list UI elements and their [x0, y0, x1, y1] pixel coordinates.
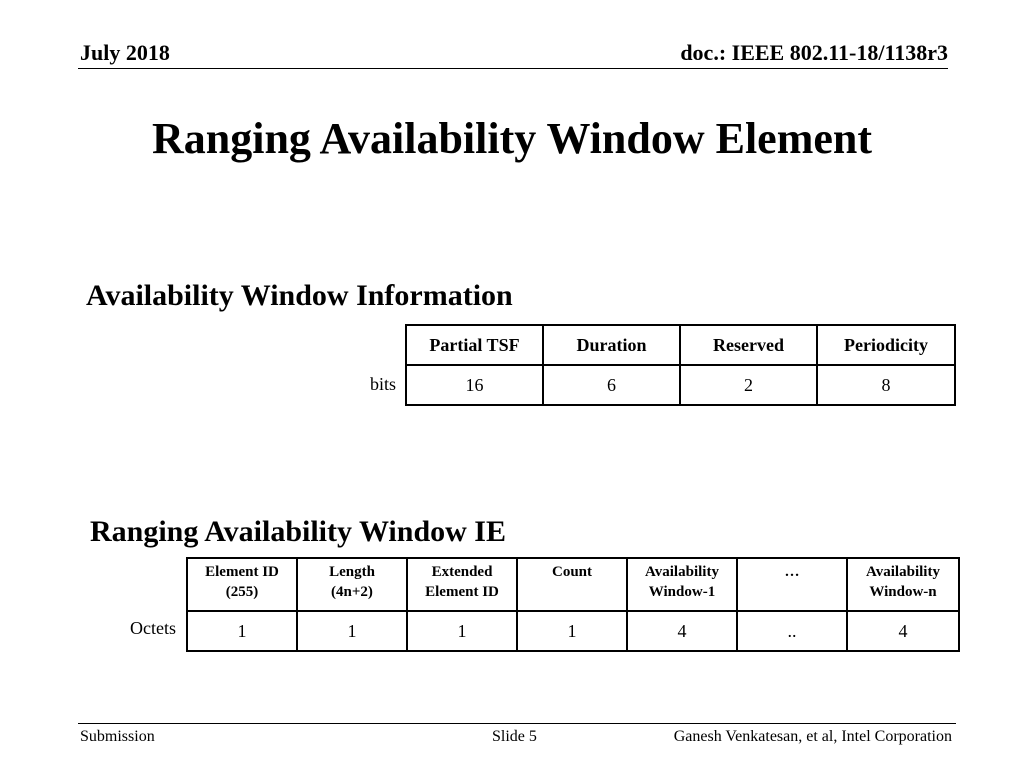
awi-row-label: bits — [369, 374, 396, 394]
header-rule — [78, 68, 948, 69]
awi-col-partial-tsf: Partial TSF — [406, 325, 543, 365]
footer-slide-number: Slide 5 — [492, 728, 537, 745]
rawie-col-window-1-line1: Availability — [645, 564, 719, 580]
rawie-val-length: 1 — [297, 611, 407, 651]
rawie-col-window-1 — [627, 558, 737, 611]
rawie-col-window-n — [847, 558, 959, 611]
awi-value-row — [406, 365, 955, 405]
rawie-col-window-n-line1: Availability — [866, 564, 940, 580]
awi-col-periodicity: Periodicity — [817, 325, 955, 365]
rawie-col-window-n-line2: Window-n — [869, 584, 937, 600]
awi-table — [405, 324, 956, 406]
rawie-val-count: 1 — [517, 611, 627, 651]
rawie-col-length-line2: (4n+2) — [331, 584, 373, 600]
header-date: July 2018 — [80, 40, 170, 65]
header-doc-id: doc.: IEEE 802.11-18/1138r3 — [680, 40, 948, 65]
awi-heading: Availability Window Information — [86, 279, 513, 312]
rawie-col-extended-line2: Element ID — [425, 584, 499, 600]
rawie-col-ellipsis — [737, 558, 847, 611]
rawie-val-ellipsis: .. — [737, 611, 847, 651]
footer-submission: Submission — [80, 728, 155, 745]
rawie-col-ellipsis-line1: … — [784, 564, 800, 580]
awi-val-periodicity: 8 — [817, 365, 955, 405]
slide-title: Ranging Availability Window Element — [151, 114, 873, 163]
rawie-col-extended-line1: Extended — [431, 564, 493, 580]
rawie-col-length-line1: Length — [329, 564, 375, 580]
awi-col-reserved: Reserved — [680, 325, 817, 365]
rawie-col-count-line1: Count — [551, 564, 592, 580]
rawie-col-length — [297, 558, 407, 611]
rawie-val-window-n: 4 — [847, 611, 959, 651]
rawie-val-element-id: 1 — [187, 611, 297, 651]
awi-val-partial-tsf: 16 — [406, 365, 543, 405]
rawie-table — [186, 557, 960, 652]
rawie-row-label: Octets — [130, 618, 176, 638]
awi-val-reserved: 2 — [680, 365, 817, 405]
rawie-col-element-id-line2: (255) — [225, 584, 259, 600]
footer-author: Ganesh Venkatesan, et al, Intel Corporation — [673, 728, 952, 745]
awi-col-duration: Duration — [543, 325, 680, 365]
footer-rule — [78, 723, 956, 724]
rawie-col-element-id-line1: Element ID — [205, 564, 279, 580]
rawie-val-extended-element-id: 1 — [407, 611, 517, 651]
rawie-value-row — [187, 611, 959, 651]
rawie-col-extended-element-id — [407, 558, 517, 611]
rawie-heading: Ranging Availability Window IE — [90, 515, 506, 548]
awi-header-row — [406, 325, 955, 365]
rawie-col-element-id — [187, 558, 297, 611]
awi-val-duration: 6 — [543, 365, 680, 405]
rawie-header-row — [187, 558, 959, 611]
rawie-val-window-1: 4 — [627, 611, 737, 651]
rawie-col-count — [517, 558, 627, 611]
rawie-col-window-1-line2: Window-1 — [648, 584, 716, 600]
